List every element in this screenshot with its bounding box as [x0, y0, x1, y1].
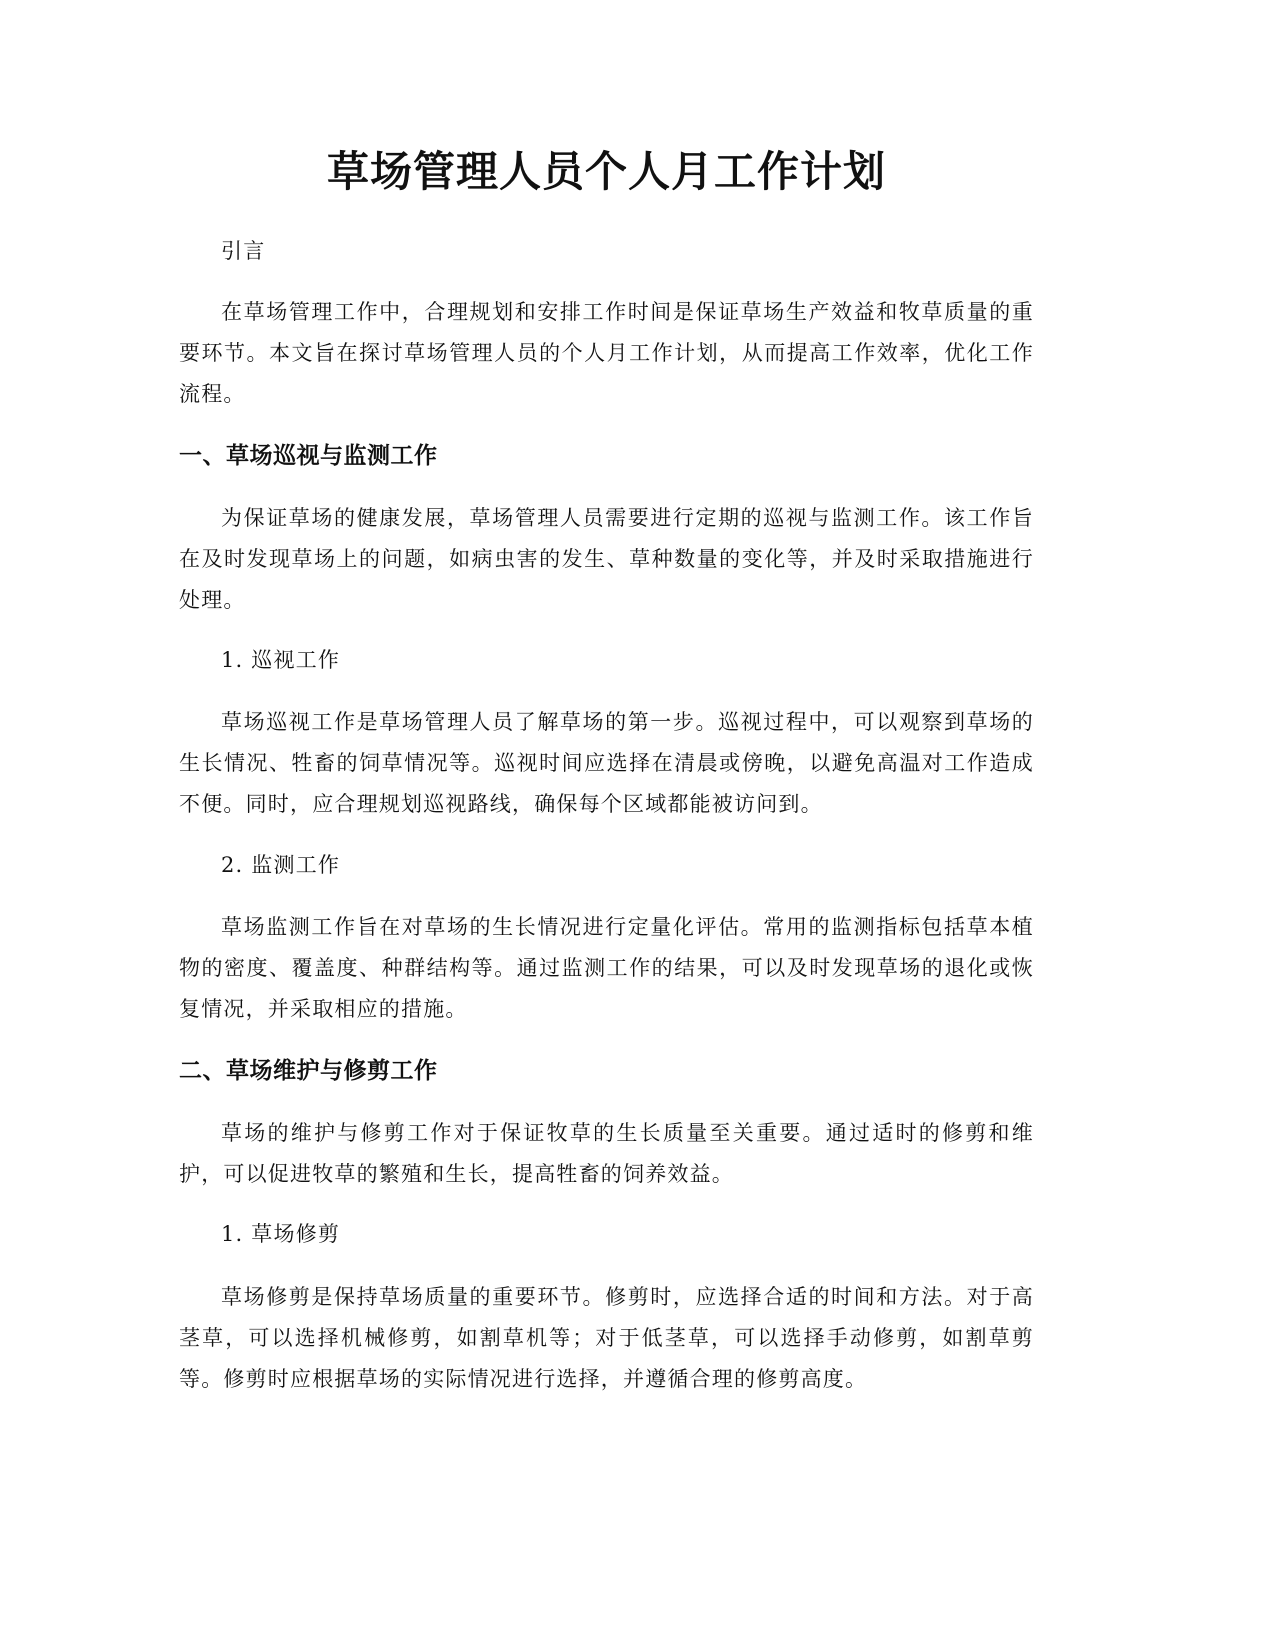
section-1-heading: 一、草场巡视与监测工作	[179, 443, 438, 469]
section-1-item-1-text: 草场巡视工作是草场管理人员了解草场的第一步。巡视过程中，可以观察到草场的生长情况、牲畜的饲草情况等。巡视时间应选择在清晨或傍晚，以避免高温对工作造成不便。同时，应合理规划巡视路线，确保每个区域都能被访问到。	[179, 710, 1034, 816]
intro-label: 引言	[221, 239, 266, 263]
section-2-intro: 草场的维护与修剪工作对于保证牧草的生长质量至关重要。通过适时的修剪和维护，可以促进牧草的繁殖和生长，提高牲畜的饲养效益。	[179, 1121, 1034, 1186]
section-1-item-1-label: 1. 巡视工作	[221, 648, 341, 672]
document-title: 草场管理人员个人月工作计划	[326, 147, 886, 196]
section-1-item-2-text: 草场监测工作旨在对草场的生长情况进行定量化评估。常用的监测指标包括草本植物的密度、覆盖度、种群结构等。通过监测工作的结果，可以及时发现草场的退化或恢复情况，并采取相应的措施。	[179, 915, 1034, 1021]
intro-paragraph: 在草场管理工作中，合理规划和安排工作时间是保证草场生产效益和牧草质量的重要环节。本文旨在探讨草场管理人员的个人月工作计划，从而提高工作效率，优化工作流程。	[179, 300, 1034, 406]
section-1-intro: 为保证草场的健康发展，草场管理人员需要进行定期的巡视与监测工作。该工作旨在及时发现草场上的问题，如病虫害的发生、草种数量的变化等，并及时采取措施进行处理。	[179, 506, 1034, 612]
section-2-item-1-text: 草场修剪是保持草场质量的重要环节。修剪时，应选择合适的时间和方法。对于高茎草，可以选择机械修剪，如割草机等；对于低茎草，可以选择手动修剪，如割草剪等。修剪时应根据草场的实际情况进行选择，并遵循合理的修剪高度。	[179, 1285, 1034, 1391]
section-2-heading: 二、草场维护与修剪工作	[179, 1058, 438, 1084]
section-2-item-1-label: 1. 草场修剪	[221, 1222, 341, 1246]
section-1-item-2-label: 2. 监测工作	[221, 853, 341, 877]
